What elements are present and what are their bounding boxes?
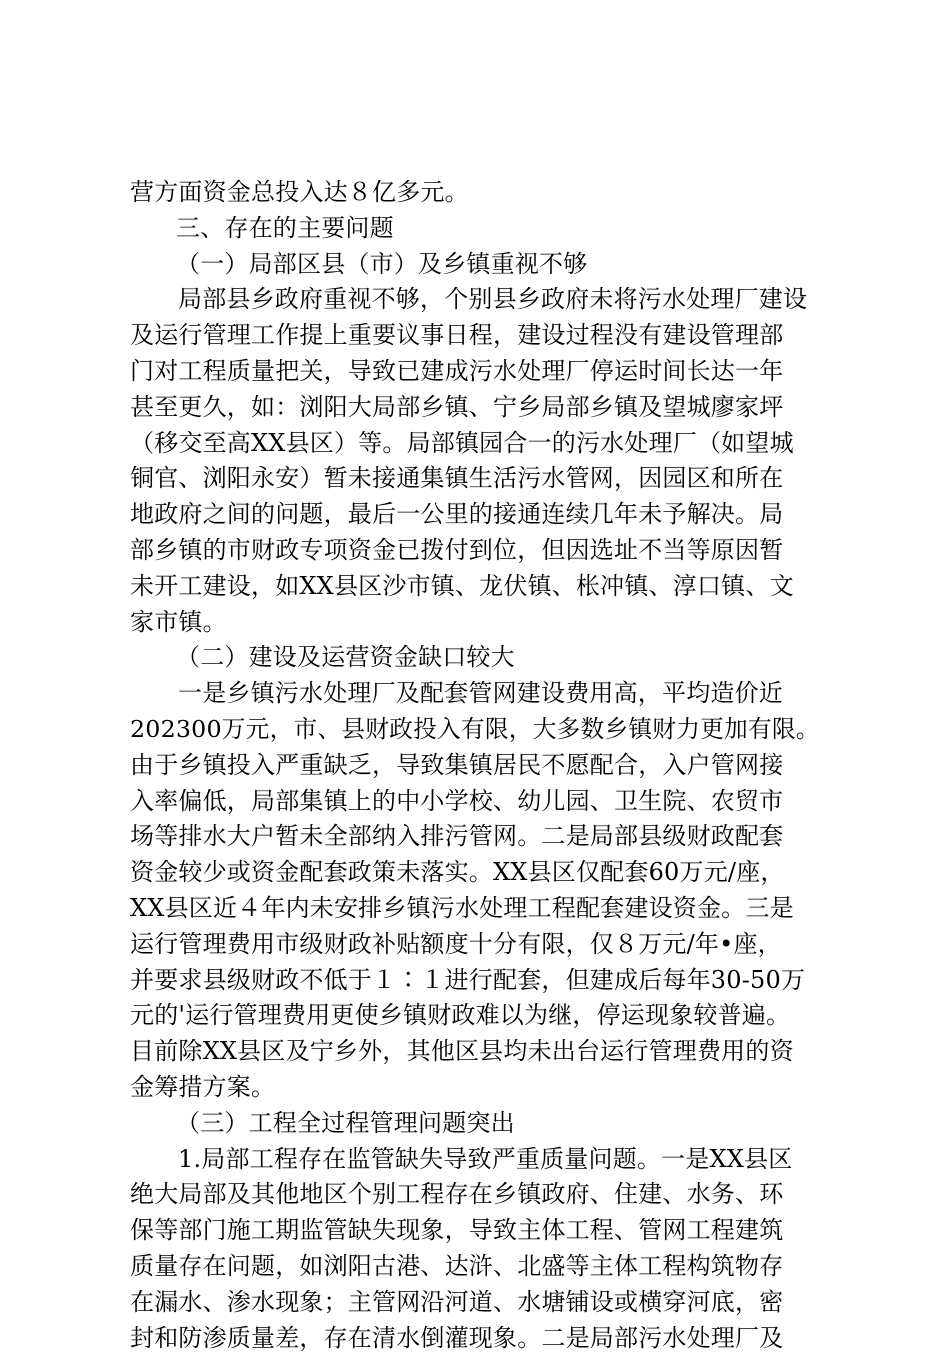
body-text	[130, 175, 820, 1356]
text-line: 目前除XX县区及宁乡外，其他区县均未出台运行管理费用的资	[130, 1034, 820, 1070]
text-line: 甚至更久，如：浏阳大局部乡镇、宁乡局部乡镇及望城廖家坪	[130, 390, 820, 426]
text-line: 封和防渗质量差，存在清水倒灌现象。二是局部污水处理厂及	[130, 1321, 820, 1356]
text-line: 家市镇。	[130, 605, 820, 641]
text-line: 场等排水大户暂未全部纳入排污管网。二是局部县级财政配套	[130, 819, 820, 855]
text-line: 局部县乡政府重视不够，个别县乡政府未将污水处理厂建设	[130, 282, 820, 318]
text-line: 绝大局部及其他地区个别工程存在乡镇政府、住建、水务、环	[130, 1177, 820, 1213]
text-line: 铜官、浏阳永安）暂未接通集镇生活污水管网，因园区和所在	[130, 461, 820, 497]
text-line: 1.局部工程存在监管缺失导致严重质量问题。一是XX县区	[130, 1142, 820, 1178]
text-line: （三）工程全过程管理问题突出	[130, 1106, 820, 1142]
text-line: 资金较少或资金配套政策未落实。XX县区仅配套60万元/座，	[130, 855, 820, 891]
text-line: 入率偏低，局部集镇上的中小学校、幼儿园、卫生院、农贸市	[130, 784, 820, 820]
text-line: （移交至高XX县区）等。局部镇园合一的污水处理厂（如望城	[130, 426, 820, 462]
text-line: 门对工程质量把关，导致已建成污水处理厂停运时间长达一年	[130, 354, 820, 390]
text-line: XX县区近４年内未安排乡镇污水处理工程配套建设资金。三是	[130, 891, 820, 927]
text-line: 由于乡镇投入严重缺乏，导致集镇居民不愿配合，入户管网接	[130, 748, 820, 784]
text-line: 在漏水、渗水现象；主管网沿河道、水塘铺设或横穿河底，密	[130, 1285, 820, 1321]
text-line: 部乡镇的市财政专项资金已拨付到位，但因选址不当等原因暂	[130, 533, 820, 569]
text-line: 营方面资金总投入达８亿多元。	[130, 175, 820, 211]
text-line: 三、存在的主要问题	[130, 211, 820, 247]
text-line: 运行管理费用市级财政补贴额度十分有限，仅８万元/年•座，	[130, 927, 820, 963]
text-line: （二）建设及运营资金缺口较大	[130, 640, 820, 676]
text-line: （一）局部区县（市）及乡镇重视不够	[130, 247, 820, 283]
text-line: 未开工建设，如XX县区沙市镇、龙伏镇、枨冲镇、淳口镇、文	[130, 569, 820, 605]
text-line: 元的'运行管理费用更使乡镇财政难以为继，停运现象较普遍。	[130, 998, 820, 1034]
text-line: 质量存在问题，如浏阳古港、达浒、北盛等主体工程构筑物存	[130, 1249, 820, 1285]
text-line: 地政府之间的问题，最后一公里的接通连续几年未予解决。局	[130, 497, 820, 533]
text-line: 并要求县级财政不低于１∶１进行配套，但建成后每年30-50万	[130, 963, 820, 999]
text-line: 202300万元，市、县财政投入有限，大多数乡镇财力更加有限。	[130, 712, 820, 748]
text-line: 金筹措方案。	[130, 1070, 820, 1106]
text-line: 一是乡镇污水处理厂及配套管网建设费用高，平均造价近	[130, 676, 820, 712]
text-line: 保等部门施工期监管缺失现象，导致主体工程、管网工程建筑	[130, 1213, 820, 1249]
text-line: 及运行管理工作提上重要议事日程，建设过程没有建设管理部	[130, 318, 820, 354]
